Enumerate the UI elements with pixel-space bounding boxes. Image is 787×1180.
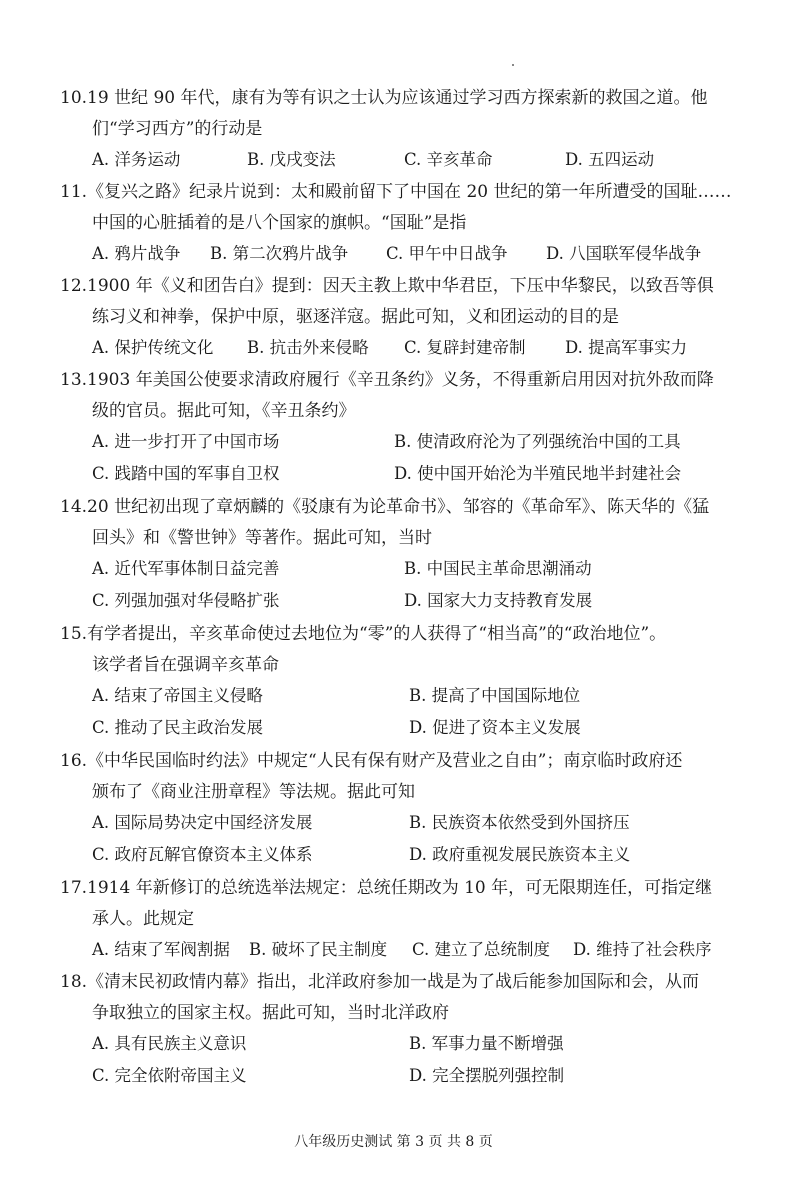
option-c: C. 政府瓦解官僚资本主义体系 (92, 845, 313, 864)
option-d: D. 提高军事实力 (565, 338, 688, 357)
option-d: D. 促进了资本主义发展 (409, 718, 581, 737)
question-stem: 10.19 世纪 90 年代，康有为等有识之士认为应该通过学习西方探索新的救国之道。他 (60, 88, 708, 108)
question-stem: 14.20 世纪初出现了章炳麟的《驳康有为论革命书》、邹容的《革命军》、陈天华的《猛 (60, 497, 710, 517)
question-stem: 们“学习西方”的行动是 (92, 119, 263, 139)
option-b: B. 民族资本依然受到外国挤压 (409, 813, 630, 832)
option-a: A. 进一步打开了中国市场 (92, 432, 280, 451)
option-b: B. 抗击外来侵略 (247, 338, 369, 357)
question-stem: 回头》和《警世钟》等著作。据此可知，当时 (92, 528, 432, 548)
option-b: B. 第二次鸦片战争 (210, 244, 349, 263)
question-stem: 18.《清末民初政情内幕》指出，北洋政府参加一战是为了战后能参加国际和会，从而 (60, 972, 700, 992)
question-stem: 16.《中华民国临时约法》中规定“人民有保有财产及营业之自由”；南京临时政府还 (60, 751, 683, 771)
option-a: A. 保护传统文化 (92, 338, 214, 357)
option-d: D. 维持了社会秩序 (573, 940, 712, 959)
option-c: C. 践踏中国的军事自卫权 (92, 464, 280, 483)
option-a: A. 近代军事体制日益完善 (92, 559, 280, 578)
option-b: B. 军事力量不断增强 (409, 1034, 564, 1053)
option-c: C. 建立了总统制度 (412, 940, 551, 959)
question-stem: 12.1900 年《义和团告白》提到：因天主教上欺中华君臣，下压中华黎民，以致吾等俱 (60, 276, 714, 296)
option-d: D. 八国联军侵华战争 (546, 244, 702, 263)
option-d: D. 使中国开始沦为半殖民地半封建社会 (394, 464, 682, 483)
option-a: A. 结束了帝国主义侵略 (92, 686, 263, 705)
scan-speck (512, 64, 514, 66)
option-a: A. 洋务运动 (92, 150, 181, 169)
option-c: C. 列强加强对华侵略扩张 (92, 591, 280, 610)
question-stem: 17.1914 年新修订的总统选举法规定：总统任期改为 10 年，可无限期连任，可指定继 (60, 878, 713, 898)
question-stem: 中国的心脏插着的是八个国家的旗帜。“国耻”是指 (92, 213, 467, 233)
option-c: C. 完全依附帝国主义 (92, 1066, 247, 1085)
question-stem: 级的官员。据此可知，《辛丑条约》 (92, 401, 356, 421)
option-d: D. 完全摆脱列强控制 (409, 1066, 565, 1085)
question-stem: 该学者旨在强调辛亥革命 (92, 655, 279, 675)
option-a: A. 结束了军阀割据 (92, 940, 230, 959)
page-footer: 八年级历史测试 第 3 页 共 8 页 (294, 1134, 493, 1150)
question-stem: 练习义和神拳，保护中原，驱逐洋寇。据此可知，义和团运动的目的是 (92, 307, 619, 327)
question-stem: 争取独立的国家主权。据此可知，当时北洋政府 (92, 1003, 449, 1023)
option-b: B. 中国民主革命思潮涌动 (404, 559, 592, 578)
option-c: C. 复辟封建帝制 (404, 338, 526, 357)
option-c: C. 推动了民主政治发展 (92, 718, 264, 737)
question-stem: 15.有学者提出，辛亥革命使过去地位为“零”的人获得了“相当高”的“政治地位”。 (60, 624, 667, 644)
option-c: C. 甲午中日战争 (386, 244, 508, 263)
option-b: B. 破坏了民主制度 (249, 940, 388, 959)
option-d: D. 政府重视发展民族资本主义 (409, 845, 631, 864)
question-stem: 11.《复兴之路》纪录片说到：太和殿前留下了中国在 20 世纪的第一年所遭受的国耻…… (60, 182, 732, 202)
question-stem: 颁布了《商业注册章程》等法规。据此可知 (92, 782, 415, 802)
question-stem: 13.1903 年美国公使要求清政府履行《辛丑条约》义务，不得重新启用因对抗外敌而降 (60, 370, 714, 390)
option-d: D. 五四运动 (565, 150, 655, 169)
option-b: B. 提高了中国国际地位 (409, 686, 581, 705)
option-b: B. 戊戌变法 (247, 150, 336, 169)
option-a: A. 具有民族主义意识 (92, 1034, 247, 1053)
question-stem: 承人。此规定 (92, 909, 194, 929)
option-a: A. 鸦片战争 (92, 244, 181, 263)
option-d: D. 国家大力支持教育发展 (404, 591, 593, 610)
option-b: B. 使清政府沦为了列强统治中国的工具 (394, 432, 681, 451)
option-a: A. 国际局势决定中国经济发展 (92, 813, 313, 832)
option-c: C. 辛亥革命 (404, 150, 493, 169)
